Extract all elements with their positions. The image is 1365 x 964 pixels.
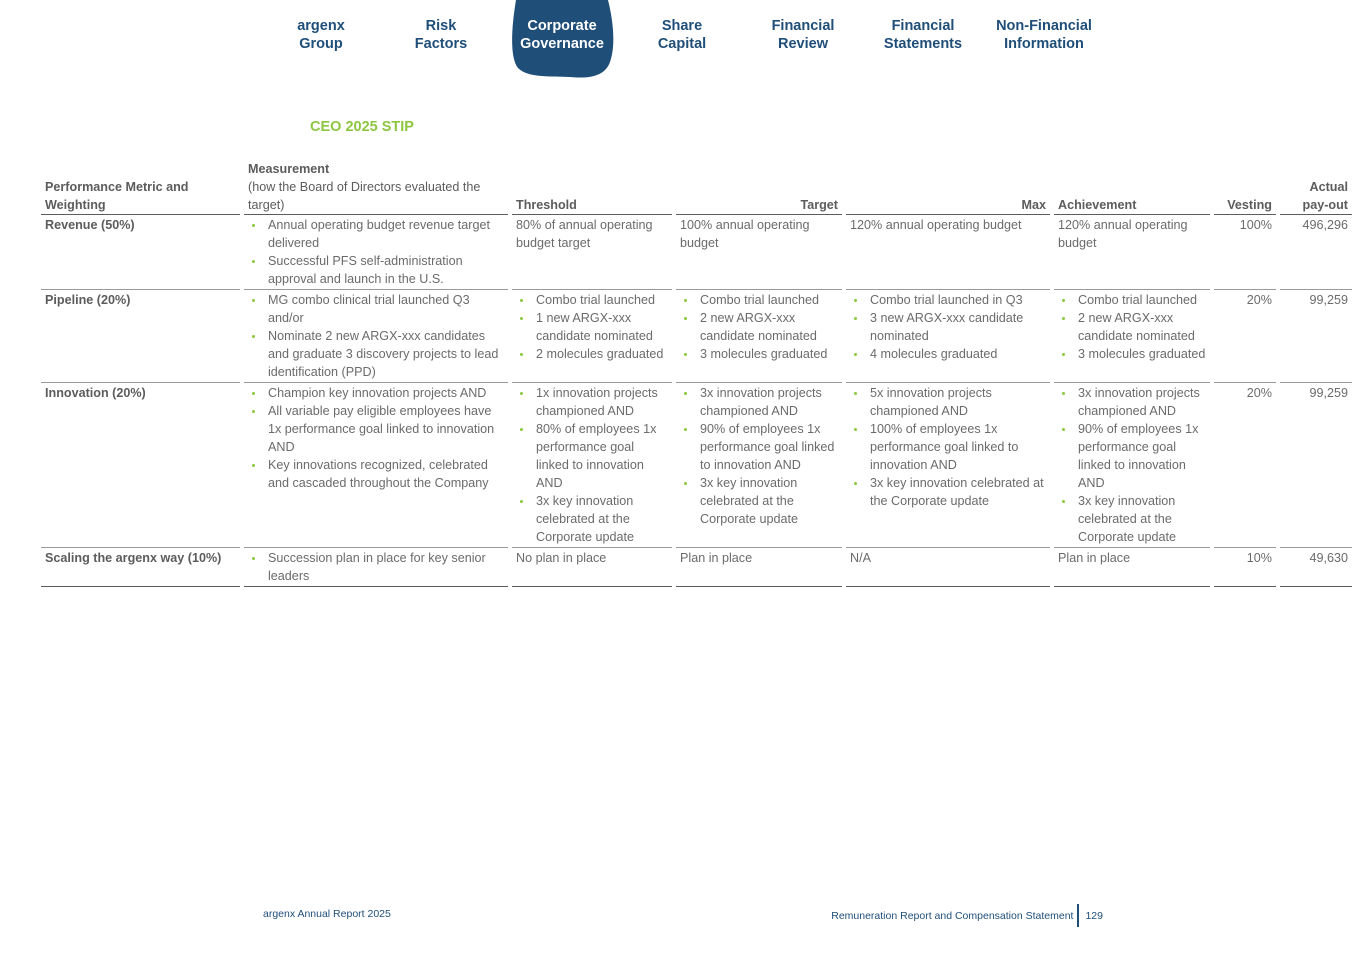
bullet-list [516,291,668,363]
list-item: 80% of employees 1x performance goal linked to innovation AND [516,420,668,492]
metric-cell: Scaling the argenx way (10%) [41,548,240,587]
nav-tab-label: Financial Review [771,18,835,52]
list-item: MG combo clinical trial launched Q3 and/or [248,291,504,327]
list-item: 100% of employees 1x performance goal linked to innovation AND [850,420,1046,474]
table-row [41,548,1352,587]
stip-table [37,160,1356,587]
list-item: 1 new ARGX-xxx candidate nominated [516,309,668,345]
threshold-cell [512,290,672,383]
list-item: 5x innovation projects championed AND [850,384,1046,420]
nav-tab-corporate-governance[interactable] [510,0,614,78]
header-measurement [244,160,508,215]
payout-cell: 49,630 [1280,548,1352,587]
max-cell [846,383,1050,548]
list-item: 3x innovation projects championed AND [1058,384,1206,420]
target-cell [676,383,842,548]
measurement-cell [244,215,508,290]
list-item: Annual operating budget revenue target delivered [248,216,504,252]
max-cell: 120% annual operating budget [846,215,1050,290]
list-item: 3x key innovation celebrated at the Corporate update [516,492,668,546]
nav-tab-non-financial-information[interactable] [992,0,1096,78]
table-header-row [41,160,1352,215]
list-item: 2 new ARGX-xxx candidate nominated [1058,309,1206,345]
footer-report-title: argenx Annual Report 2025 [263,908,391,920]
target-cell: Plan in place [676,548,842,587]
section-title: CEO 2025 STIP [310,119,414,135]
list-item: Combo trial launched [680,291,838,309]
nav-tab-label: Non-Financial Information [996,18,1092,52]
list-item: 90% of employees 1x performance goal linked to innovation AND [1058,420,1206,492]
nav-tab-label: argenx Group [297,18,345,52]
nav-tab-label: Risk Factors [414,18,468,52]
header-measurement-title: Measurement [248,162,330,176]
bullet-list [1058,291,1206,363]
achievement-cell: Plan in place [1054,548,1210,587]
nav-tab-argenx-group[interactable] [269,0,373,78]
list-item: 3 new ARGX-xxx candidate nominated [850,309,1046,345]
target-cell [676,290,842,383]
threshold-cell [512,383,672,548]
list-item: Combo trial launched [1058,291,1206,309]
measurement-cell [244,548,508,587]
threshold-cell: 80% of annual operating budget target [512,215,672,290]
header-measurement-subtitle: (how the Board of Directors evaluated the target) [248,180,481,212]
metric-cell: Revenue (50%) [41,215,240,290]
list-item: All variable pay eligible employees have 1x performance goal linked to innovation AND [248,402,504,456]
list-item: Key innovations recognized, celebrated and cascaded throughout the Company [248,456,504,492]
table-row [41,290,1352,383]
header-payout: Actual pay-out [1280,160,1352,215]
nav-tab-label: Share Capital [657,18,707,52]
list-item: Champion key innovation projects AND [248,384,504,402]
nav-tab-financial-statements[interactable] [871,0,975,78]
list-item: Combo trial launched in Q3 [850,291,1046,309]
footer-section-title: Remuneration Report and Compensation Statement [831,909,1074,922]
nav-tab-share-capital[interactable] [630,0,734,78]
bullet-list [516,384,668,546]
footer-divider [1077,904,1079,927]
metric-cell: Innovation (20%) [41,383,240,548]
list-item: Nominate 2 new ARGX-xxx candidates and graduate 3 discovery projects to lead identification (PPD) [248,327,504,381]
vesting-cell: 100% [1214,215,1276,290]
payout-cell: 99,259 [1280,290,1352,383]
payout-cell: 99,259 [1280,383,1352,548]
measurement-cell [244,383,508,548]
achievement-cell [1054,383,1210,548]
header-target: Target [676,160,842,215]
footer-section [831,904,1103,927]
payout-cell: 496,296 [1280,215,1352,290]
nav-tab-risk-factors[interactable] [389,0,493,78]
max-cell [846,290,1050,383]
bullet-list [680,384,838,528]
list-item: 3x innovation projects championed AND [680,384,838,420]
bullet-list [680,291,838,363]
bullet-list [850,291,1046,363]
nav-tab-financial-review[interactable] [751,0,855,78]
header-achievement: Achievement [1054,160,1210,215]
header-metric: Performance Metric and Weighting [41,160,240,215]
bullet-list [1058,384,1206,546]
header-vesting: Vesting [1214,160,1276,215]
header-max: Max [846,160,1050,215]
target-cell: 100% annual operating budget [676,215,842,290]
page-number: 129 [1085,909,1103,922]
list-item: Succession plan in place for key senior leaders [248,549,504,585]
bullet-list [248,291,504,381]
nav-tab-label: Corporate Governance [520,18,604,52]
achievement-cell [1054,290,1210,383]
list-item: 4 molecules graduated [850,345,1046,363]
vesting-cell: 20% [1214,290,1276,383]
list-item: 3 molecules graduated [1058,345,1206,363]
list-item: 1x innovation projects championed AND [516,384,668,420]
table-row [41,383,1352,548]
list-item: Combo trial launched [516,291,668,309]
bullet-list [248,549,504,585]
threshold-cell: No plan in place [512,548,672,587]
header-threshold: Threshold [512,160,672,215]
bullet-list [248,216,504,288]
bullet-list [248,384,504,492]
achievement-cell: 120% annual operating budget [1054,215,1210,290]
list-item: 3x key innovation celebrated at the Corporate update [1058,492,1206,546]
list-item: 2 new ARGX-xxx candidate nominated [680,309,838,345]
metric-cell: Pipeline (20%) [41,290,240,383]
vesting-cell: 10% [1214,548,1276,587]
bullet-list [850,384,1046,510]
list-item: 90% of employees 1x performance goal linked to innovation AND [680,420,838,474]
list-item: 2 molecules graduated [516,345,668,363]
list-item: Successful PFS self-administration approval and launch in the U.S. [248,252,504,288]
list-item: 3x key innovation celebrated at the Corporate update [850,474,1046,510]
vesting-cell: 20% [1214,383,1276,548]
measurement-cell [244,290,508,383]
list-item: 3 molecules graduated [680,345,838,363]
max-cell: N/A [846,548,1050,587]
table-row [41,215,1352,290]
nav-tab-label: Financial Statements [883,18,963,52]
list-item: 3x key innovation celebrated at the Corporate update [680,474,838,528]
